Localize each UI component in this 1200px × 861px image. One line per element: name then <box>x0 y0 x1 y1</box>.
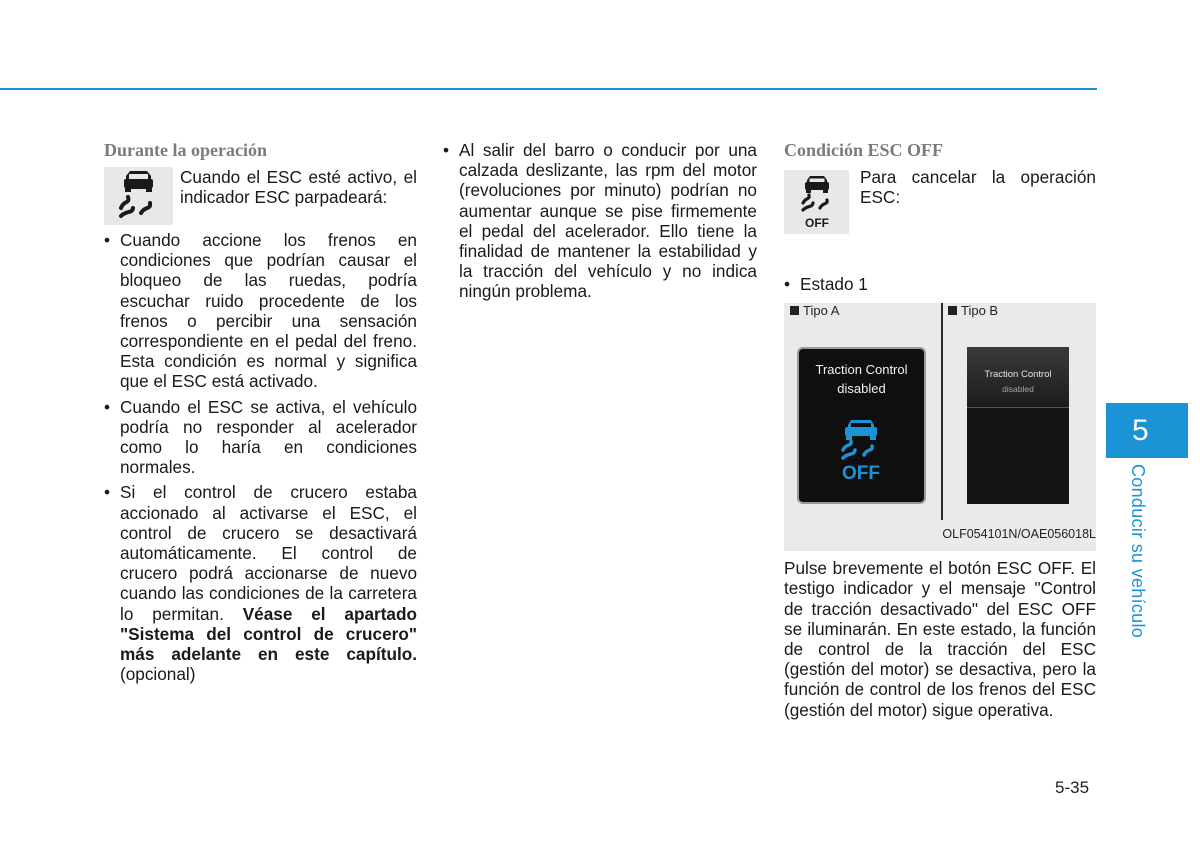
page-number: 5-35 <box>1055 778 1090 797</box>
bullet-cruise-control <box>104 482 417 684</box>
estado-1: • Estado 1 <box>784 274 1096 294</box>
figure-label-type-a: Tipo A <box>790 303 839 319</box>
mud-bullets <box>443 140 757 302</box>
section-heading-operation: Durante la operación <box>104 140 267 160</box>
esc-off-icon <box>784 170 849 234</box>
bullet-cruise-reference: Véase el apartado "Sistema del control de crucero" más adelante en este capítulo. <box>120 603 417 665</box>
figure-code: OLF054101N/OAE056018L <box>942 527 1096 541</box>
screen-a-off-label: OFF <box>842 463 880 482</box>
screen-a-message: Traction Control disabled <box>815 362 908 397</box>
esc-off-row <box>784 167 1096 234</box>
cluster-display-type-a <box>797 347 926 504</box>
figure-divider <box>941 303 943 520</box>
esc-off-warning-icon <box>834 417 890 481</box>
esc-off-paragraph: Pulse brevemente el botón ESC OFF. El testigo indicador y el mensaje "Control de tracción desactivado" del ESC OFF se iluminarán. En este estado, la función de control de la tracción del ESC (gestión del motor) se desactiva, pero la función de control de los frenos del ESC (gestión del motor) sigue operativa. <box>784 558 1096 720</box>
chapter-title: Conducir su vehículo <box>1128 464 1148 639</box>
esc-indicator-row <box>104 167 417 225</box>
operation-bullets <box>104 230 417 684</box>
esc-off-icon-label: OFF <box>805 216 829 230</box>
section-heading-esc-off: Condición ESC OFF <box>784 140 944 160</box>
chapter-tab <box>1106 403 1188 458</box>
screen-b-message: Traction Control disabled <box>984 369 1052 395</box>
bullet-mud: • Al salir del barro o conducir por una calzada deslizante, las rpm del motor (revoluciones por minuto) podrían no aumentar aunque se pise firmemente el pedal del acelerador. Ello tiene la finalidad de mantener la estabilidad y la tracción del vehículo y no indica ningún problema. <box>443 140 757 302</box>
column-1 <box>104 140 417 689</box>
chapter-number: 5 <box>1132 414 1149 447</box>
estado-list <box>784 274 1096 294</box>
figure-label-type-b: Tipo B <box>948 303 998 319</box>
column-3 <box>784 140 1096 720</box>
cancel-esc-text: Para cancelar la operación ESC: <box>860 167 1096 208</box>
cluster-display-type-b <box>967 347 1069 504</box>
esc-off-display-figure <box>784 303 1096 551</box>
column-2 <box>443 140 757 307</box>
bullet-cruise-optional: (opcional) <box>120 664 196 685</box>
bullet-accelerator: • Cuando el ESC se activa, el vehículo podría no responder al acelerador como lo haría en condiciones normales. <box>104 397 417 478</box>
esc-active-text: Cuando el ESC esté activo, el indicador ESC parpadeará: <box>180 167 417 208</box>
bullet-brakes: • Cuando accione los frenos en condiciones que podrían causar el bloqueo de las ruedas, podría escuchar ruido procedente de los frenos o percibir una sensación correspondiente en el pedal del freno. Esta condición es normal y significa que el ESC está activado. <box>104 230 417 392</box>
bullet-cruise-text: Si el control de crucero estaba accionado al activarse el ESC, el control de crucero se desactivará automáticamente. El control de crucero podrá accionarse de nuevo cuando las condiciones de la carretera lo permitan. <box>120 482 417 624</box>
top-rule <box>0 88 1097 90</box>
esc-skid-icon <box>104 167 173 225</box>
